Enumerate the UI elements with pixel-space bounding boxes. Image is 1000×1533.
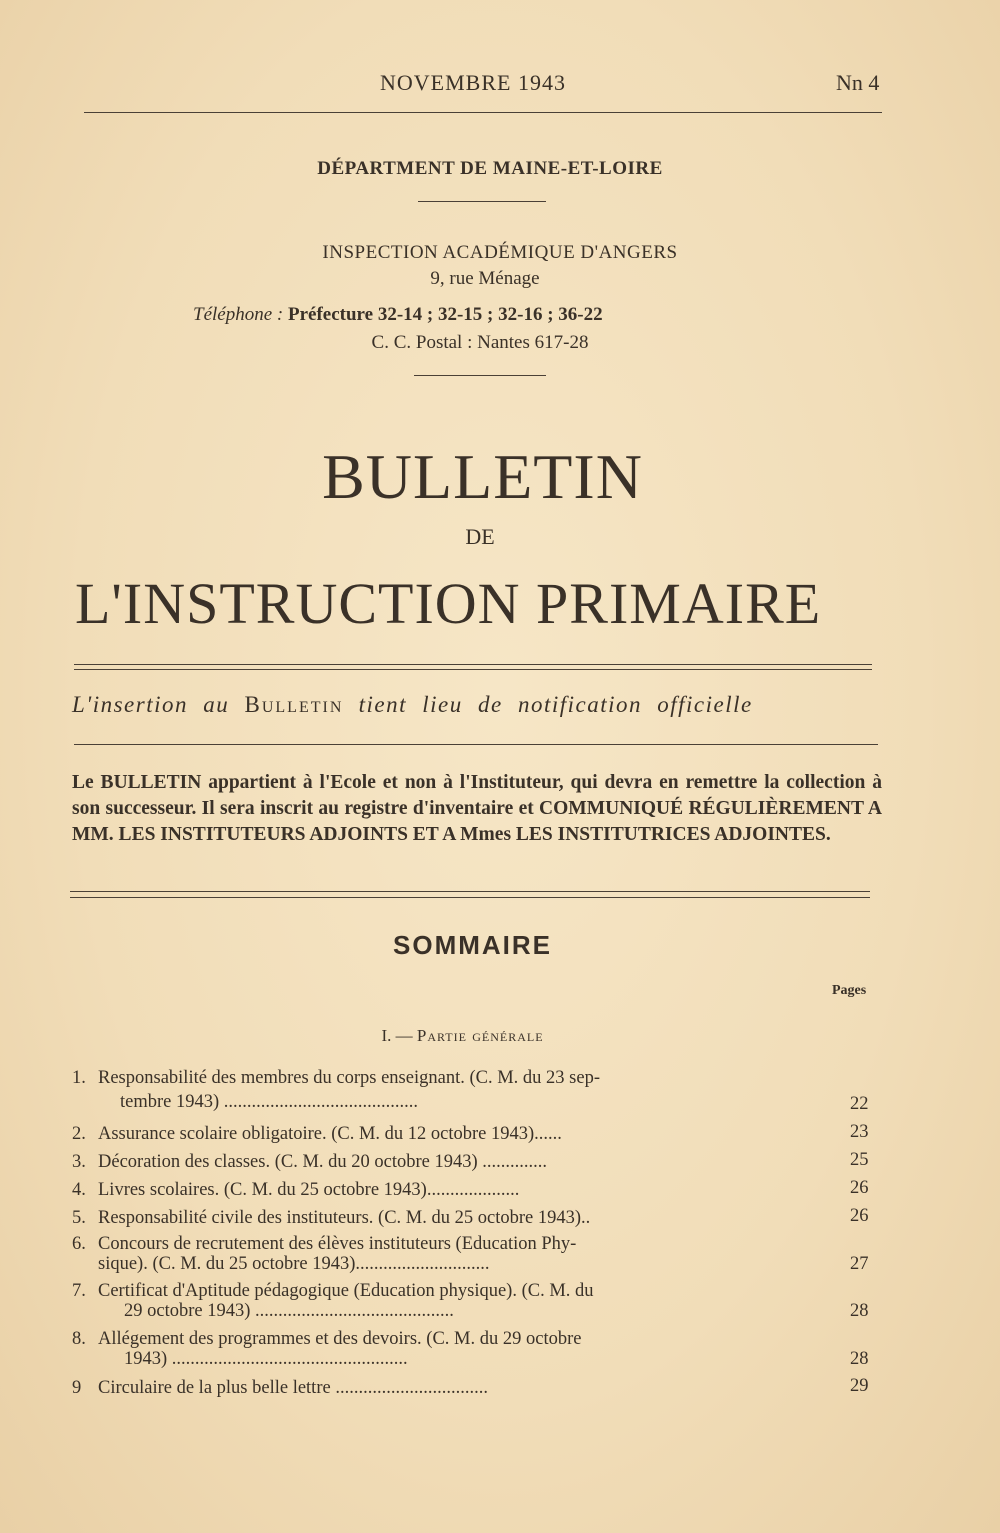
department-heading: DÉPARTMENT DE MAINE-ET-LOIRE xyxy=(317,158,663,179)
double-rule-bottom xyxy=(74,669,872,670)
header-rule xyxy=(84,112,882,113)
toc-number: 9 xyxy=(72,1378,82,1398)
toc-page: 22 xyxy=(850,1094,869,1114)
insertion-bulletin: Bulletin xyxy=(244,692,344,717)
toc-number: 4. xyxy=(72,1180,86,1200)
toc-page: 28 xyxy=(850,1349,869,1369)
double-rule-top xyxy=(70,891,870,892)
telephone-line xyxy=(193,304,603,326)
toc-item xyxy=(72,1329,807,1369)
bulletin-notice: Le BULLETIN appartient à l'Ecole et non à l'Instituteur, qui devra en remettre la collection à son successeur. Il sera inscrit au registre d'inventaire et COMMUNIQUÉ RÉGULIÈREMENT A MM. LES INSTITUTEURS ADJOINTS ET A Mmes LES INSTITUTRICES ADJOINTES. xyxy=(72,772,882,845)
part-number: I. — xyxy=(381,1026,413,1045)
toc-item xyxy=(72,1376,807,1400)
telephone-numbers: Préfecture 32-14 ; 32-15 ; 32-16 ; 36-22 xyxy=(287,304,603,325)
divider xyxy=(418,201,546,202)
toc-item xyxy=(72,1066,807,1114)
toc-page: 25 xyxy=(850,1150,869,1170)
toc-page: 27 xyxy=(850,1254,869,1274)
title-de: DE xyxy=(465,524,495,549)
toc-text: Circulaire de la plus belle lettre ................................. xyxy=(98,1378,488,1398)
toc-number: 8. xyxy=(72,1329,86,1349)
toc-text: Livres scolaires. (C. M. du 25 octobre 1943).................... xyxy=(98,1180,520,1200)
sommaire-title: SOMMAIRE xyxy=(393,930,552,960)
toc-text-continued: sique). (C. M. du 25 octobre 1943)............................. xyxy=(98,1254,490,1274)
postal-account: C. C. Postal : Nantes 617-28 xyxy=(371,332,589,353)
toc-text: Allégement des programmes et des devoirs. (C. M. du 29 octobre xyxy=(98,1329,582,1349)
inspection-name: INSPECTION ACADÉMIQUE D'ANGERS xyxy=(322,242,678,263)
toc-item xyxy=(72,1206,807,1230)
toc-page: 26 xyxy=(850,1178,869,1198)
toc-text: Concours de recrutement des élèves instituteurs (Education Phy- xyxy=(98,1234,577,1254)
toc-text-continued: tembre 1943) .......................................... xyxy=(120,1092,419,1112)
header-month: NOVEMBRE 1943 xyxy=(380,70,566,95)
toc-page: 26 xyxy=(850,1206,869,1226)
toc-item xyxy=(72,1281,807,1321)
toc-number: 7. xyxy=(72,1281,86,1301)
toc-text-continued: 1943) ................................................... xyxy=(124,1349,408,1369)
toc-number: 2. xyxy=(72,1124,86,1144)
toc-page: 23 xyxy=(850,1122,869,1142)
toc-page: 28 xyxy=(850,1301,869,1321)
insertion-after: tient lieu de notification officielle xyxy=(358,692,753,717)
toc-text: Assurance scolaire obligatoire. (C. M. du 12 octobre 1943)...... xyxy=(98,1124,562,1144)
part-title: Partie générale xyxy=(416,1026,544,1045)
toc-number: 1. xyxy=(72,1068,86,1088)
insertion-note xyxy=(72,692,753,718)
toc-item xyxy=(72,1122,807,1146)
toc-item xyxy=(72,1178,807,1202)
part-heading xyxy=(0,1026,925,1046)
toc-number: 5. xyxy=(72,1208,86,1228)
inspection-address: 9, rue Ménage xyxy=(430,268,540,289)
toc-number: 3. xyxy=(72,1152,86,1172)
insertion-before: L'insertion au xyxy=(72,692,230,717)
pages-column-label: Pages xyxy=(832,983,867,998)
issue-number: Nn 4 xyxy=(836,70,880,95)
toc-item xyxy=(72,1150,807,1174)
toc-text-continued: 29 octobre 1943) ........................................... xyxy=(124,1301,454,1321)
toc-page: 29 xyxy=(850,1376,869,1396)
double-rule-bottom xyxy=(70,897,870,898)
insertion-rule xyxy=(74,744,878,745)
toc-text: Certificat d'Aptitude pédagogique (Education physique). (C. M. du xyxy=(98,1281,594,1301)
title-instruction-primaire: L'INSTRUCTION PRIMAIRE xyxy=(75,571,822,636)
toc-item xyxy=(72,1234,807,1274)
divider xyxy=(414,375,546,376)
toc-text: Responsabilité des membres du corps enseignant. (C. M. du 23 sep- xyxy=(98,1068,600,1088)
toc-text: Responsabilité civile des instituteurs. (C. M. du 25 octobre 1943).. xyxy=(98,1208,591,1228)
telephone-label: Téléphone : xyxy=(193,304,284,325)
title-bulletin: BULLETIN xyxy=(322,441,643,512)
toc-number: 6. xyxy=(72,1234,86,1254)
toc-text: Décoration des classes. (C. M. du 20 octobre 1943) .............. xyxy=(98,1152,548,1172)
double-rule-top xyxy=(74,664,872,665)
